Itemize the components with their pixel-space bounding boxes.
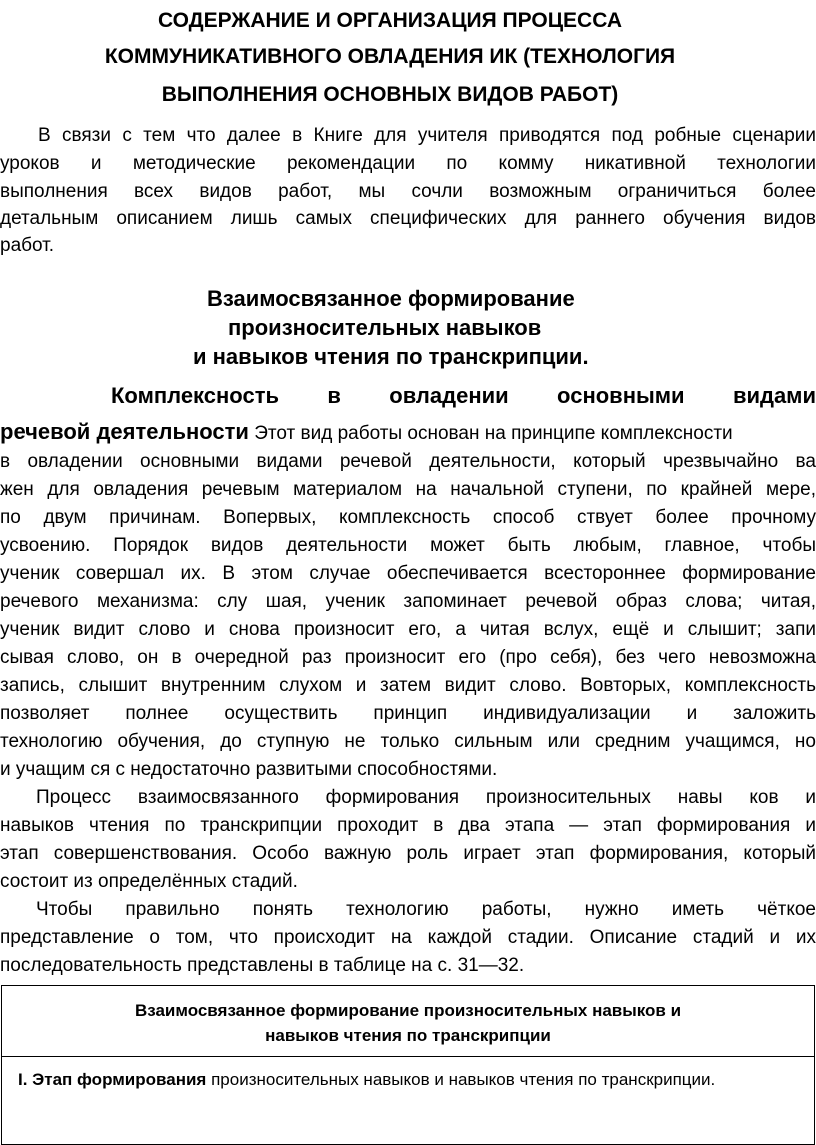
body-line-3: жен для овладения речевым материалом на начальной ступени, по крайней мере, [0, 479, 816, 500]
body-line-2: в овладении основными видами речевой деятельности, который чрезвычайно ва [0, 451, 816, 472]
lead-rest: Этот вид работы основан на принципе комплексности [254, 423, 733, 444]
table-row-1-text: произносительных навыков и навыков чтения по транскрипции. [211, 1070, 716, 1089]
table-divider [2, 1056, 814, 1057]
para2-line-4: состоит из определённых стадий. [0, 871, 298, 892]
table-caption-2: навыков чтения по транскрипции [265, 1026, 551, 1045]
body-line-6: ученик совершал их. В этом случае обеспечивается всестороннее формирование [0, 563, 816, 584]
para2-line-3: этап совершенствования. Особо важную роль играет этап формирования, который [0, 843, 816, 864]
table-row-1 [18, 1068, 715, 1092]
heading-line-1: СОДЕРЖАНИЕ И ОРГАНИЗАЦИЯ ПРОЦЕССА [157, 9, 623, 32]
section-heading-3: и навыков чтения по транскрипции. [193, 344, 589, 369]
para3-line-1: Чтобы правильно понять технологию работы, нужно иметь чёткое [36, 899, 816, 920]
body-line-8: ученик видит слово и снова произносит его, а читая вслух, ещё и слышит; запи [0, 619, 816, 640]
lead-bold-line: Комплексность в овладении основными видами [111, 383, 816, 408]
intro-line-1: В связи с тем что далее в Книге для учителя приводятся под робные сценарии [38, 125, 816, 146]
body-line-11: позволяет полнее осуществить принцип индивидуализации и заложить [0, 703, 816, 724]
intro-line-3: выполнения всех видов работ, мы сочли возможным ограничиться более [0, 181, 816, 202]
section-heading-1: Взаимосвязанное формирование [207, 286, 575, 311]
body-line-4: по двум причинам. Вопервых, комплексность способ ствует более прочному [0, 507, 816, 528]
heading-line-2: КОММУНИКАТИВНОГО ОВЛАДЕНИЯ ИК (ТЕХНОЛОГИЯ [104, 45, 676, 68]
para3-line-3: последовательность представлены в таблице на с. 31—32. [0, 955, 525, 976]
para2-line-1: Процесс взаимосвязанного формирования произносительных навы ков и [36, 787, 816, 808]
para3-line-2: представление о том, что происходит на каждой стадии. Описание стадий и их [0, 927, 816, 948]
body-line-5: усвоению. Порядок видов деятельности может быть любым, главное, чтобы [0, 535, 816, 556]
heading-line-3: ВЫПОЛНЕНИЯ ОСНОВНЫХ ВИДОВ РАБОТ) [161, 83, 619, 106]
body-line-9: сывая слово, он в очередной раз произносит его (про себя), без чего невозможна [0, 647, 816, 668]
body-line-12: технологию обучения, до ступную не только сильным или средним учащимся, но [0, 731, 816, 752]
section-heading-2: произносительных навыков [228, 315, 542, 340]
body-line-10: запись, слышит внутренним слухом и затем видит слово. Вовторых, комплексность [0, 675, 816, 696]
para2-line-2: навыков чтения по транскрипции проходит в два этапа — этап формирования и [0, 815, 816, 836]
lead-bold-term: речевой деятельности [0, 420, 249, 444]
intro-line-5: работ. [0, 235, 55, 256]
table-row-1-stage: I. Этап формирования [18, 1070, 207, 1089]
body-line-7: речевого механизма: слу шая, ученик запоминает речевой образ слова; читая, [0, 591, 816, 612]
body-line-13: и учащим ся с недостаточно развитыми способностями. [0, 759, 498, 780]
table-caption-1: Взаимосвязанное формирование произносительных навыков и [134, 1001, 682, 1020]
intro-line-4: детальным описанием лишь самых специфических для раннего обучения видов [0, 208, 816, 229]
body-line-1 [0, 420, 816, 446]
intro-line-2: уроков и методические рекомендации по комму никативной технологии [0, 153, 816, 174]
